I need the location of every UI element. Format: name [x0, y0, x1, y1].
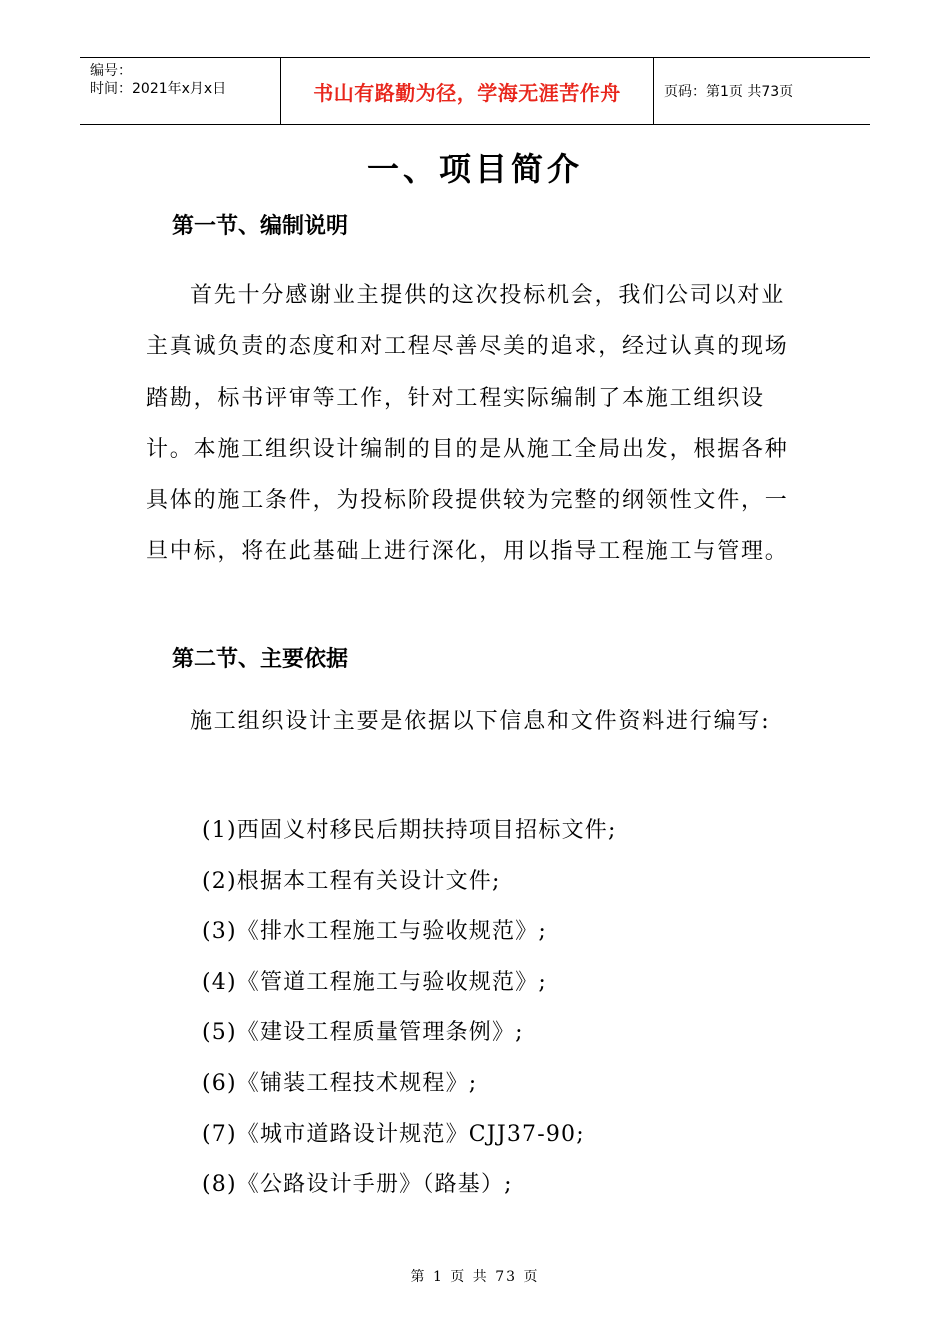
- header-motto: 书山有路勤为径，学海无涯苦作舟: [281, 58, 654, 124]
- section-1-heading: 第一节、编制说明: [172, 214, 349, 239]
- section-2-intro: 施工组织设计主要是依据以下信息和文件资料进行编写:: [190, 709, 771, 734]
- document-number-label: 编号：: [90, 63, 132, 79]
- document-date-label: 时间：2021年x月x日: [90, 81, 227, 97]
- basis-list-item-7: (7)《城市道路设计规范》CJJ37-90;: [202, 1122, 585, 1147]
- header-meta-cell: [80, 58, 281, 124]
- basis-list-item-1: (1)西固义村移民后期扶持项目招标文件;: [202, 818, 617, 843]
- basis-list-item-4: (4)《管道工程施工与验收规范》;: [202, 970, 547, 995]
- header-page-info: 页码：第1页 共73页: [664, 84, 794, 100]
- basis-list-item-2: (2)根据本工程有关设计文件;: [202, 869, 501, 894]
- section-2-heading: 第二节、主要依据: [172, 647, 349, 672]
- page-title: 一、项目简介: [366, 150, 583, 188]
- basis-list-item-8: (8)《公路设计手册》（路基）;: [202, 1172, 513, 1197]
- section-1-paragraph: 首先十分感谢业主提供的这次投标机会，我们公司以对业主真诚负责的态度和对工程尽善尽美的追求，经过认真的现场踏勘，标书评审等工作，针对工程实际编制了本施工组织设计。本施工组织设计编制的目的是从施工全局出发，根据各种具体的施工条件，为投标阶段提供较为完整的纲领性文件，一旦中标，将在此基础上进行深化，用以指导工程施工与管理。: [146, 283, 789, 565]
- basis-list-item-6: (6)《铺装工程技术规程》;: [202, 1071, 478, 1096]
- document-header: [80, 57, 870, 125]
- basis-list-item-3: (3)《排水工程施工与验收规范》;: [202, 919, 547, 944]
- page-footer: 第 1 页 共 73 页: [410, 1269, 540, 1285]
- basis-list-item-5: (5)《建设工程质量管理条例》;: [202, 1020, 524, 1045]
